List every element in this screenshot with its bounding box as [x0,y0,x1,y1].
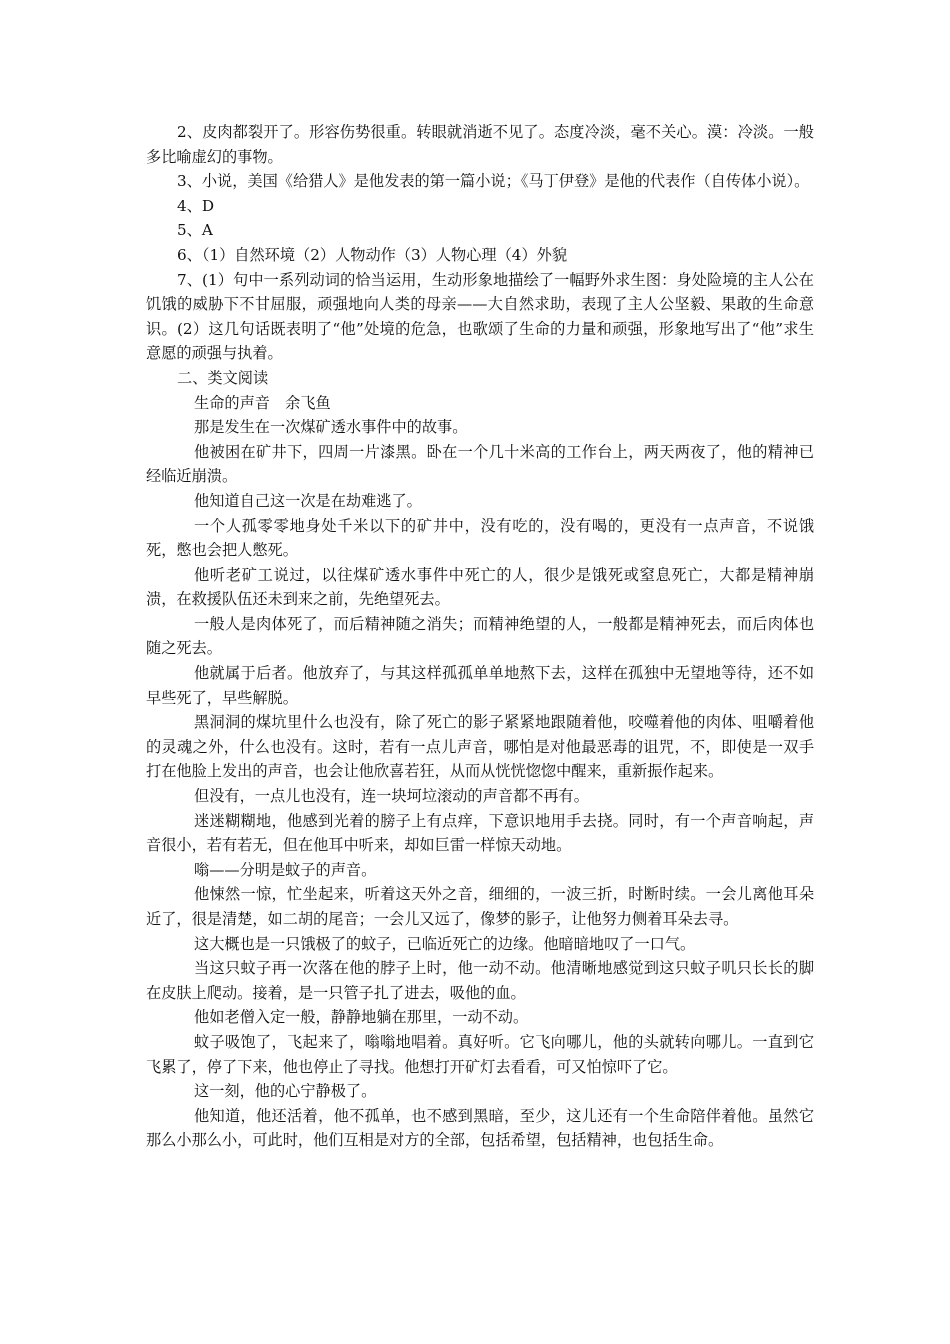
article-paragraph: 蚊子吸饱了，飞起来了，嗡嗡地唱着。真好听。它飞向哪儿，他的头就转向哪儿。一直到它飞累了，停了下来，他也停止了寻找。他想打开矿灯去看看，可又怕惊吓了它。 [146,1032,814,1076]
article-paragraph: 他被困在矿井下，四周一片漆黑。卧在一个几十米高的工作台上，两天两夜了，他的精神已经临近崩溃。 [146,442,814,486]
article-paragraph: 嗡——分明是蚊子的声音。 [194,860,377,879]
answer-5: 5、A [177,221,213,240]
article-paragraph: 一个人孤零零地身处千米以下的矿井中，没有吃的，没有喝的，更没有一点声音，不说饿死，憋也会把人憋死。 [146,516,814,560]
article-paragraph: 他就属于后者。他放弃了，与其这样孤孤单单地熬下去，这样在孤独中无望地等待，还不如早些死了，早些解脱。 [146,664,814,707]
article-paragraph: 那是发生在一次煤矿透水事件中的故事。 [194,418,468,437]
article-paragraph: 他知道，他还活着，他不孤单，也不感到黑暗，至少，这儿还有一个生命陪伴着他。虽然它那么小那么小，可此时，他们互相是对方的全部，包括希望，包括精神，也包括生命。 [146,1106,814,1150]
article-paragraph: 他听老矿工说过，以往煤矿透水事件中死亡的人，很少是饿死或窒息死亡，大都是精神崩溃，在救援队伍还未到来之前，先绝望死去。 [146,565,814,609]
article-paragraph: 黑洞洞的煤坑里什么也没有，除了死亡的影子紧紧地跟随着他，咬噬着他的肉体、咀嚼着他的灵魂之外，什么也没有。这时，若有一点儿声音，哪怕是对他最恶毒的诅咒，不，即使是一双手打在他脸上发出的声音，也会让他欣喜若狂，从而从恍恍惚惚中醒来，重新振作起来。 [146,713,814,781]
answer-2: 2、皮肉都裂开了。形容伤势很重。转眼就消逝不见了。态度冷淡，毫不关心。漠：冷淡。一般多比喻虚幻的事物。 [146,123,814,166]
article-paragraph: 一般人是肉体死了，而后精神随之消失；而精神绝望的人，一般都是精神死去，而后肉体也随之死去。 [146,614,814,658]
article-body [146,415,814,1153]
article-paragraph: 这大概也是一只饿极了的蚊子，已临近死亡的边缘。他暗暗地叹了一口气。 [194,934,696,953]
article-paragraph: 这一刻，他的心宁静极了。 [194,1082,377,1101]
answer-7: 7、(1）句中一系列动词的恰当运用，生动形象地描绘了一幅野外求生图：身处险境的主人公在饥饿的威胁下不甘屈服，顽强地向人类的母亲——大自然求助，表现了主人公坚毅、果敢的生命意识。(2）这几句话既表明了“他”处境的危急，也歌颂了生命的力量和顽强，形象地写出了“他”求生意愿的顽强与执着。 [146,270,814,363]
answer-6: 6、（1）自然环境（2）人物动作（3）人物心理（4）外貌 [177,245,568,264]
answer-4: 4、D [177,196,215,215]
answer-3: 3、小说，美国《给猎人》是他发表的第一篇小说；《马丁伊登》是他的代表作（自传体小说）。 [177,172,810,191]
article-paragraph: 迷迷糊糊地，他感到光着的膀子上有点痒，下意识地用手去挠。同时，有一个声音响起，声音很小，若有若无，但在他耳中听来，却如巨雷一样惊天动地。 [146,811,814,855]
section-heading: 二、类文阅读 [177,368,269,387]
article-paragraph: 但没有，一点儿也没有，连一块坷垃滚动的声音都不再有。 [194,787,589,806]
document-page [146,120,814,1153]
article-paragraph: 当这只蚊子再一次落在他的脖子上时，他一动不动。他清晰地感觉到这只蚊子叽只长长的脚在皮肤上爬动。接着，是一只管子扎了进去，吸他的血。 [146,959,814,1002]
article-title: 生命的声音 余飞鱼 [194,393,331,412]
article-paragraph: 他悚然一惊，忙坐起来，听着这天外之音，细细的，一波三折，时断时续。一会儿离他耳朵近了，很是清楚，如二胡的尾音；一会儿又远了，像梦的影子，让他努力侧着耳朵去寻。 [146,885,814,928]
article-paragraph: 他如老僧入定一般，静静地躺在那里，一动不动。 [194,1008,529,1027]
article-paragraph: 他知道自己这一次是在劫难逃了。 [194,491,422,510]
